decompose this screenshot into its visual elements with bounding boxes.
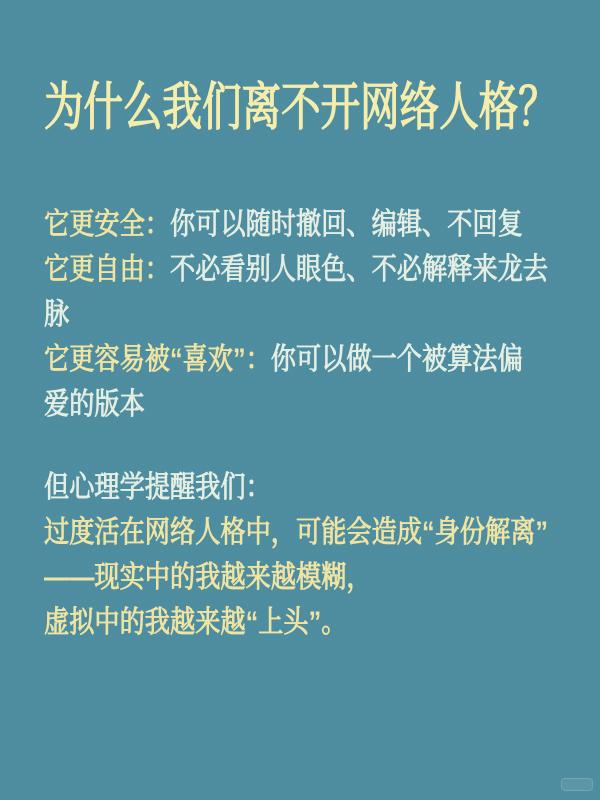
warning-paragraph [44, 465, 548, 645]
line-dissociation [44, 510, 548, 555]
safety-body-text: 你可以随时撤回、编辑、不回复 [170, 208, 523, 241]
line-liked [44, 337, 548, 382]
liked-lead-label: 它更容易被“喜欢”： [44, 343, 271, 376]
freedom-body-text: 不必看别人眼色、不必解释来龙去 [170, 253, 548, 286]
psych-reminder-text: 但心理学提醒我们： [44, 471, 271, 504]
liked-body-text: 你可以做一个被算法偏 [270, 343, 523, 376]
safety-lead-label: 它更安全： [44, 208, 170, 241]
dissociation-text: 过度活在网络人格中，可能会造成“身份解离” [44, 516, 548, 549]
real-self-text: ——现实中的我越来越模糊， [44, 561, 372, 594]
freedom-lead-label: 它更自由： [44, 253, 170, 286]
line-psych-reminder [44, 465, 548, 510]
reasons-paragraph [44, 202, 548, 427]
liked-wrap-text: 爱的版本 [44, 388, 145, 421]
page-title: 为什么我们离不开网络人格？ [44, 79, 558, 137]
line-real-self [44, 555, 548, 600]
line-freedom-wrap [44, 292, 548, 337]
line-virtual-self [44, 600, 548, 645]
line-freedom [44, 247, 548, 292]
watermark [561, 778, 593, 791]
freedom-wrap-text: 脉 [44, 298, 70, 331]
line-safety [44, 202, 548, 247]
virtual-self-text: 虚拟中的我越来越“上头”。 [44, 606, 347, 639]
line-liked-wrap [44, 382, 548, 427]
